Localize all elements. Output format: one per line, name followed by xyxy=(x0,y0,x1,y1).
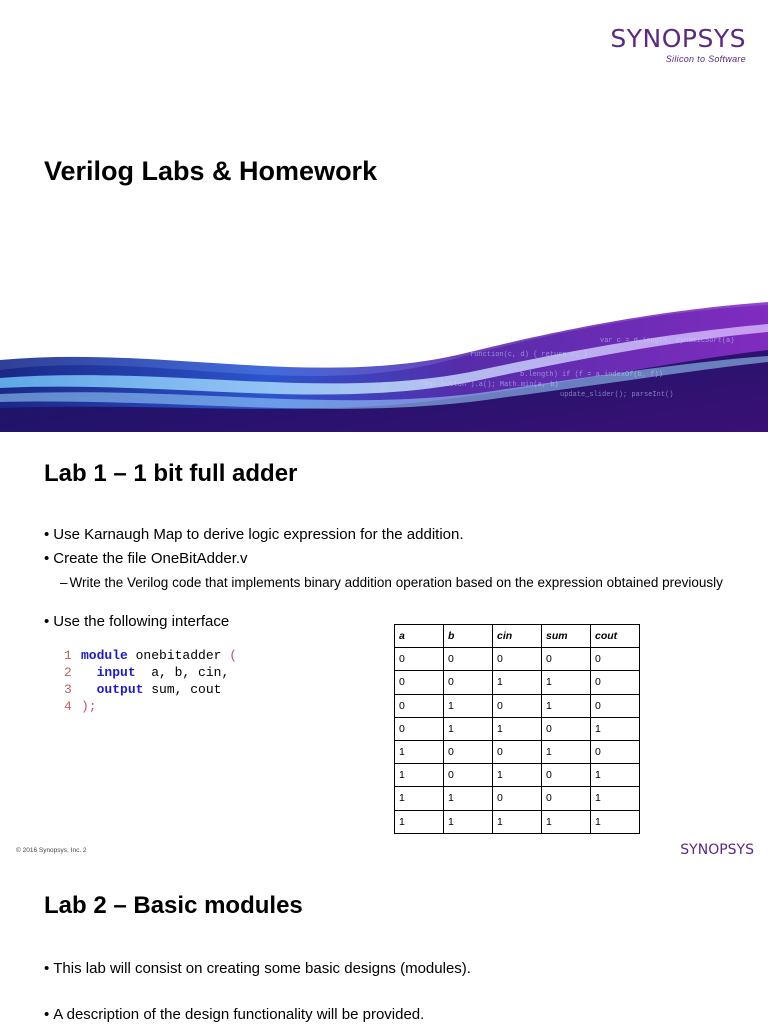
table-cell: 1 xyxy=(493,671,542,694)
keyword-output: output xyxy=(96,682,144,697)
table-row xyxy=(395,810,640,833)
bullet-description: • A description of the design functionality will be provided. xyxy=(44,1006,425,1023)
table-cell: 0 xyxy=(395,717,444,740)
table-cell: 1 xyxy=(542,671,591,694)
synopsys-logo-small: SYNOPSYS xyxy=(680,842,754,858)
table-cell: 1 xyxy=(493,717,542,740)
svg-text:var c = d.length; dynamicSort(: var c = d.length; dynamicSort(a) xyxy=(600,337,735,345)
table-cell: 0 xyxy=(591,740,640,763)
code-paren: ); xyxy=(81,699,97,714)
bullet-text: Create the file OneBitAdder.v xyxy=(53,550,248,567)
svg-text:update_slider(); parseInt(): update_slider(); parseInt() xyxy=(560,391,674,399)
table-cell: 1 xyxy=(493,764,542,787)
table-cell: 1 xyxy=(444,810,493,833)
table-cell: 1 xyxy=(444,694,493,717)
table-cell: 1 xyxy=(591,810,640,833)
code-text: onebitadder xyxy=(127,648,230,663)
presentation-title: Verilog Labs & Homework xyxy=(44,156,378,186)
table-cell: 0 xyxy=(542,787,591,810)
header-b: b xyxy=(444,625,493,648)
table-row xyxy=(395,717,640,740)
code-text: a, b, cin, xyxy=(135,665,230,680)
svg-text:function(c, d) { return c; }: function(c, d) { return c; } xyxy=(470,351,588,359)
keyword-input: input xyxy=(96,665,136,680)
table-cell: 1 xyxy=(542,694,591,717)
table-cell: 0 xyxy=(444,764,493,787)
table-cell: 1 xyxy=(444,717,493,740)
table-cell: 1 xyxy=(591,787,640,810)
line-number: 4 xyxy=(64,699,72,714)
truth-table xyxy=(394,624,640,834)
table-cell: 0 xyxy=(542,648,591,671)
table-cell: 0 xyxy=(395,671,444,694)
bullet-text: This lab will consist on creating some basic designs (modules). xyxy=(53,960,471,977)
title-slide xyxy=(0,0,768,432)
header-sum: sum xyxy=(542,625,591,648)
table-cell: 1 xyxy=(395,740,444,763)
table-cell: 0 xyxy=(395,648,444,671)
sub-bullet-verilog-code: – Write the Verilog code that implements binary addition operation based on the expression obtained previously xyxy=(60,575,723,590)
copyright-footer: © 2016 Synopsys, Inc. 2 xyxy=(16,847,87,854)
verilog-code-block xyxy=(64,647,237,715)
table-cell: 0 xyxy=(395,694,444,717)
header-a: a xyxy=(395,625,444,648)
table-cell: 0 xyxy=(493,648,542,671)
code-text: sum, cout xyxy=(143,682,222,697)
logo-tagline: Silicon to Software xyxy=(665,54,746,64)
truth-table-header-row xyxy=(395,625,640,648)
synopsys-logo xyxy=(610,26,746,64)
svg-text:b.length) if (f = a.indexOf(b,: b.length) if (f = a.indexOf(b, f)) xyxy=(520,371,663,379)
line-number: 1 xyxy=(64,648,72,663)
table-cell: 0 xyxy=(542,764,591,787)
table-cell: 0 xyxy=(542,717,591,740)
line-number: 2 xyxy=(64,665,72,680)
keyword-module: module xyxy=(81,648,128,663)
table-cell: 1 xyxy=(591,764,640,787)
header-cin: cin xyxy=(493,625,542,648)
bullet-text: A description of the design functionality will be provided. xyxy=(53,1006,425,1023)
table-cell: 0 xyxy=(493,740,542,763)
bullet-basic-designs: • This lab will consist on creating some basic designs (modules). xyxy=(44,960,471,977)
code-paren: ( xyxy=(229,648,238,663)
table-cell: 0 xyxy=(591,648,640,671)
table-cell: 1 xyxy=(542,810,591,833)
line-number: 3 xyxy=(64,682,72,697)
lab2-slide xyxy=(0,864,768,1024)
table-cell: 0 xyxy=(444,740,493,763)
table-cell: 1 xyxy=(395,810,444,833)
table-cell: 1 xyxy=(542,740,591,763)
table-cell: 1 xyxy=(591,717,640,740)
logo-word: SYNOPSYS xyxy=(610,24,746,53)
table-row xyxy=(395,740,640,763)
table-cell: 0 xyxy=(444,671,493,694)
table-row xyxy=(395,764,640,787)
table-cell: 0 xyxy=(493,694,542,717)
table-cell: 1 xyxy=(395,787,444,810)
bullet-karnaugh: • Use Karnaugh Map to derive logic expression for the addition. xyxy=(44,526,464,543)
table-cell: 0 xyxy=(591,694,640,717)
table-row xyxy=(395,671,640,694)
table-cell: 0 xyxy=(444,648,493,671)
table-cell: 1 xyxy=(493,810,542,833)
table-row xyxy=(395,694,640,717)
bullet-create-file: • Create the file OneBitAdder.v xyxy=(44,550,248,567)
table-cell: 1 xyxy=(444,787,493,810)
bullet-text: Use the following interface xyxy=(53,613,230,630)
svg-text:"#go-button").a(); Math.min(a,: "#go-button").a(); Math.min(a, b) xyxy=(420,381,559,389)
table-cell: 0 xyxy=(591,671,640,694)
lab2-heading: Lab 2 – Basic modules xyxy=(44,892,303,919)
table-row xyxy=(395,648,640,671)
table-row xyxy=(395,787,640,810)
sub-bullet-text: Write the Verilog code that implements binary addition operation based on the expression obtained previously xyxy=(69,575,723,590)
table-cell: 1 xyxy=(395,764,444,787)
table-cell: 0 xyxy=(493,787,542,810)
header-cout: cout xyxy=(591,625,640,648)
lab1-slide xyxy=(0,432,768,864)
bullet-text: Use Karnaugh Map to derive logic expression for the addition. xyxy=(53,526,464,543)
bullet-interface: • Use the following interface xyxy=(44,613,230,630)
code-wave-banner xyxy=(0,290,768,432)
lab1-heading: Lab 1 – 1 bit full adder xyxy=(44,460,298,487)
